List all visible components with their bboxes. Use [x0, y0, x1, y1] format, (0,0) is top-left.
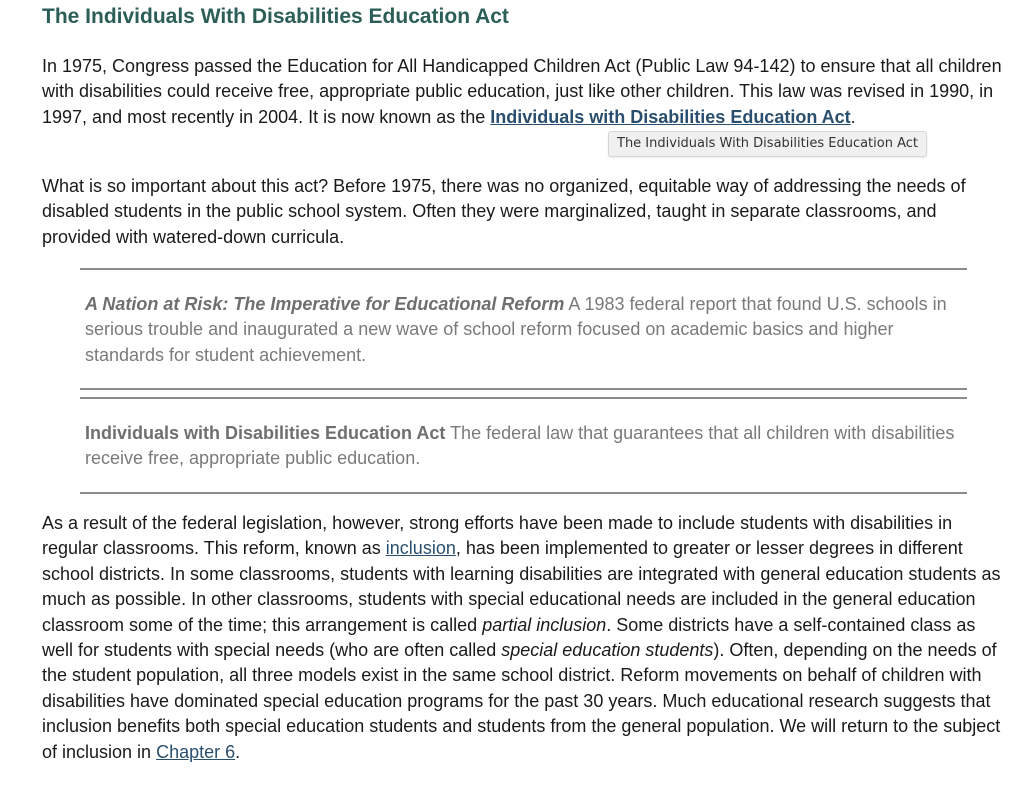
glossary-box-idea — [80, 397, 967, 494]
glossary-box-nation-at-risk — [80, 268, 967, 390]
partial-inclusion-term: partial inclusion — [482, 614, 607, 635]
idea-glossary-link[interactable]: Individuals with Disabilities Education Act — [490, 106, 851, 127]
glossary-term: Individuals with Disabilities Education Act — [85, 423, 446, 443]
inclusion-link[interactable]: inclusion — [385, 538, 456, 559]
paragraph-1-text: In 1975, Congress passed the Education for All Handicapped Children Act (Public Law 94-142) to ensure that all children with disabilities could receive free, appropriate public education, just like other children. This law was revised in 1990, in 1997, and most recently in 2004. It is now known as the — [42, 56, 1002, 127]
paragraph-1-end: . — [850, 106, 856, 127]
glossary-term: A Nation at Risk: The Imperative for Educational Reform — [85, 294, 565, 314]
paragraph-3-text-3: . Some districts have a self-contained class as well for students with special needs (who are often called — [42, 614, 976, 661]
paragraph-3 — [42, 511, 1004, 765]
section-title: The Individuals With Disabilities Education Act — [42, 5, 509, 28]
paragraph-3-text-1: As a result of the federal legislation, however, strong efforts have been made to include students with disabilities in regular classrooms. This reform, known as — [42, 513, 953, 559]
special-education-students-term: special education students — [501, 640, 714, 661]
glossary-definition: A 1983 federal report that found U.S. schools in serious trouble and inaugurated a new wave of school reform focused on academic basics and higher standards for student achievement. — [85, 294, 947, 365]
glossary-entry — [80, 270, 967, 388]
paragraph-3-text-5: . — [235, 741, 241, 762]
glossary-definition: The federal law that guarantees that all children with disabilities receive free, appropriate public education. — [85, 423, 955, 469]
link-tooltip: The Individuals With Disabilities Education Act — [608, 131, 927, 157]
glossary-bottom-rule — [80, 492, 967, 494]
paragraph-2: What is so important about this act? Before 1975, there was no organized, equitable way of addressing the needs of disabled students in the public school system. Often they were marginalized, taught in separate classrooms, and provided with watered-down curricula. — [42, 176, 966, 247]
glossary-entry — [80, 399, 967, 492]
paragraph-3-text-4: ). Often, depending on the needs of the student population, all three models exist in the same school district. Reform movements on behalf of children with disabilities have dominated special education programs for the past 30 years. Much educational research suggests that inclusion benefits both special education students and students from the general population. We will return to the subject of inclusion in — [42, 640, 1001, 762]
paragraph-1 — [42, 54, 1004, 130]
chapter-6-link[interactable]: Chapter 6 — [156, 741, 236, 762]
glossary-bottom-rule — [80, 388, 967, 390]
paragraph-3-text-2: , has been implemented to greater or lesser degrees in different school districts. In some classrooms, students with learning disabilities are integrated with general education students as much as possible. In other classrooms, students with special educational needs are included in the general education classroom some of the time; this arrangement is called — [42, 538, 1001, 635]
